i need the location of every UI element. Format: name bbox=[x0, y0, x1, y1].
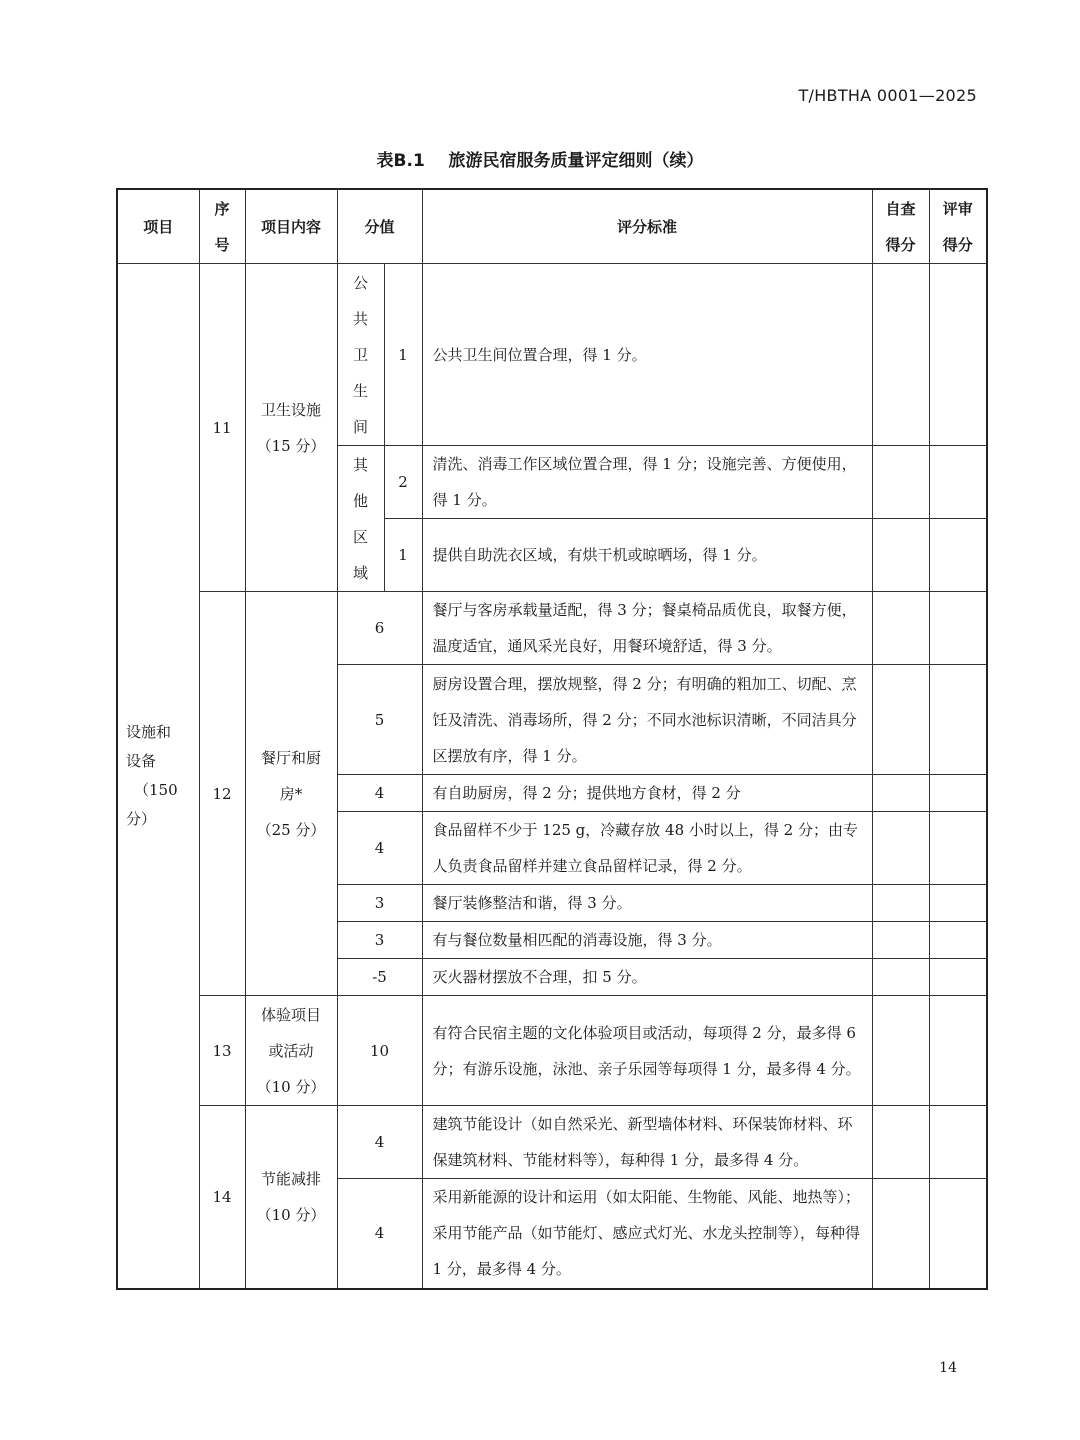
col-header-criteria: 评分标准 bbox=[422, 189, 872, 264]
value-cell: 4 bbox=[337, 1106, 422, 1179]
seq-cell: 11 bbox=[199, 264, 245, 592]
table-row bbox=[117, 996, 987, 1106]
seq-cell: 13 bbox=[199, 996, 245, 1106]
header-row bbox=[117, 189, 987, 264]
criteria-cell: 公共卫生间位置合理，得 1 分。 bbox=[422, 264, 872, 446]
review-score-cell[interactable] bbox=[929, 446, 987, 519]
review-score-cell[interactable] bbox=[929, 959, 987, 996]
self-score-cell[interactable] bbox=[872, 885, 929, 922]
review-score-cell[interactable] bbox=[929, 885, 987, 922]
self-score-cell[interactable] bbox=[872, 592, 929, 665]
self-score-cell[interactable] bbox=[872, 959, 929, 996]
criteria-cell: 食品留样不少于 125 g，冷藏存放 48 小时以上，得 2 分；由专人负责食品留样并建立食品留样记录，得 2 分。 bbox=[422, 812, 872, 885]
criteria-cell: 建筑节能设计（如自然采光、新型墙体材料、环保装饰材料、环保建筑材料、节能材料等），每种得 1 分，最多得 4 分。 bbox=[422, 1106, 872, 1179]
review-score-cell[interactable] bbox=[929, 1179, 987, 1289]
col-header-item: 项目 bbox=[117, 189, 199, 264]
review-score-cell[interactable] bbox=[929, 592, 987, 665]
self-score-cell[interactable] bbox=[872, 922, 929, 959]
content-cell: 卫生设施 （15 分） bbox=[245, 264, 337, 592]
value-cell: 4 bbox=[337, 1179, 422, 1289]
review-score-cell[interactable] bbox=[929, 812, 987, 885]
self-score-cell[interactable] bbox=[872, 1106, 929, 1179]
self-score-cell[interactable] bbox=[872, 665, 929, 775]
review-score-cell[interactable] bbox=[929, 264, 987, 446]
content-cell: 体验项目 或活动 （10 分） bbox=[245, 996, 337, 1106]
col-header-seq: 序号 bbox=[199, 189, 245, 264]
self-score-cell[interactable] bbox=[872, 1179, 929, 1289]
category-cell: 设施和 设备 （150 分） bbox=[117, 264, 199, 1289]
table-title: 表B.1 旅游民宿服务质量评定细则（续） bbox=[376, 151, 704, 171]
seq-cell: 12 bbox=[199, 592, 245, 996]
content-cell: 餐厅和厨 房* （25 分） bbox=[245, 592, 337, 996]
review-score-cell[interactable] bbox=[929, 996, 987, 1106]
col-header-review-score: 评审得分 bbox=[929, 189, 987, 264]
criteria-cell: 有符合民宿主题的文化体验项目或活动，每项得 2 分，最多得 6 分；有游乐设施，泳池、亲子乐园等每项得 1 分，最多得 4 分。 bbox=[422, 996, 872, 1106]
criteria-cell: 餐厅与客房承载量适配，得 3 分；餐桌椅品质优良，取餐方便，温度适宜，通风采光良好，用餐环境舒适，得 3 分。 bbox=[422, 592, 872, 665]
criteria-cell: 灭火器材摆放不合理，扣 5 分。 bbox=[422, 959, 872, 996]
self-score-cell[interactable] bbox=[872, 446, 929, 519]
col-header-content: 项目内容 bbox=[245, 189, 337, 264]
criteria-cell: 餐厅装修整洁和谐，得 3 分。 bbox=[422, 885, 872, 922]
page-number: 14 bbox=[939, 1360, 957, 1376]
criteria-cell: 清洗、消毒工作区域位置合理，得 1 分；设施完善、方便使用，得 1 分。 bbox=[422, 446, 872, 519]
table-row bbox=[117, 264, 987, 446]
value-cell: 4 bbox=[337, 775, 422, 812]
table-row bbox=[117, 1106, 987, 1179]
self-score-cell[interactable] bbox=[872, 519, 929, 592]
criteria-cell: 有与餐位数量相匹配的消毒设施，得 3 分。 bbox=[422, 922, 872, 959]
self-score-cell[interactable] bbox=[872, 812, 929, 885]
table-row bbox=[117, 592, 987, 665]
criteria-cell: 采用新能源的设计和运用（如太阳能、生物能、风能、地热等）；采用节能产品（如节能灯、感应式灯光、水龙头控制等），每种得 1 分，最多得 4 分。 bbox=[422, 1179, 872, 1289]
value-cell: 4 bbox=[337, 812, 422, 885]
review-score-cell[interactable] bbox=[929, 1106, 987, 1179]
value-cell: 10 bbox=[337, 996, 422, 1106]
col-header-self-score: 自查得分 bbox=[872, 189, 929, 264]
value-cell: 3 bbox=[337, 922, 422, 959]
review-score-cell[interactable] bbox=[929, 519, 987, 592]
seq-cell: 14 bbox=[199, 1106, 245, 1289]
value-cell: 3 bbox=[337, 885, 422, 922]
review-score-cell[interactable] bbox=[929, 665, 987, 775]
value-cell: -5 bbox=[337, 959, 422, 996]
evaluation-table bbox=[116, 188, 988, 1290]
value-cell: 1 bbox=[384, 519, 422, 592]
criteria-cell: 提供自助洗衣区域，有烘干机或晾晒场，得 1 分。 bbox=[422, 519, 872, 592]
value-cell: 6 bbox=[337, 592, 422, 665]
document-code: T/HBTHA 0001—2025 bbox=[798, 86, 977, 105]
criteria-cell: 厨房设置合理，摆放规整，得 2 分；有明确的粗加工、切配、烹饪及清洗、消毒场所，得 2 分；不同水池标识清晰，不同洁具分区摆放有序，得 1 分。 bbox=[422, 665, 872, 775]
content-cell: 节能减排 （10 分） bbox=[245, 1106, 337, 1289]
value-cell: 1 bbox=[384, 264, 422, 446]
self-score-cell[interactable] bbox=[872, 996, 929, 1106]
self-score-cell[interactable] bbox=[872, 264, 929, 446]
self-score-cell[interactable] bbox=[872, 775, 929, 812]
col-header-value: 分值 bbox=[337, 189, 422, 264]
value-cell: 2 bbox=[384, 446, 422, 519]
review-score-cell[interactable] bbox=[929, 922, 987, 959]
review-score-cell[interactable] bbox=[929, 775, 987, 812]
value-cell: 5 bbox=[337, 665, 422, 775]
criteria-cell: 有自助厨房，得 2 分；提供地方食材，得 2 分 bbox=[422, 775, 872, 812]
subcategory-cell: 公共卫生间 bbox=[337, 264, 384, 446]
subcategory-cell: 其他区域 bbox=[337, 446, 384, 592]
